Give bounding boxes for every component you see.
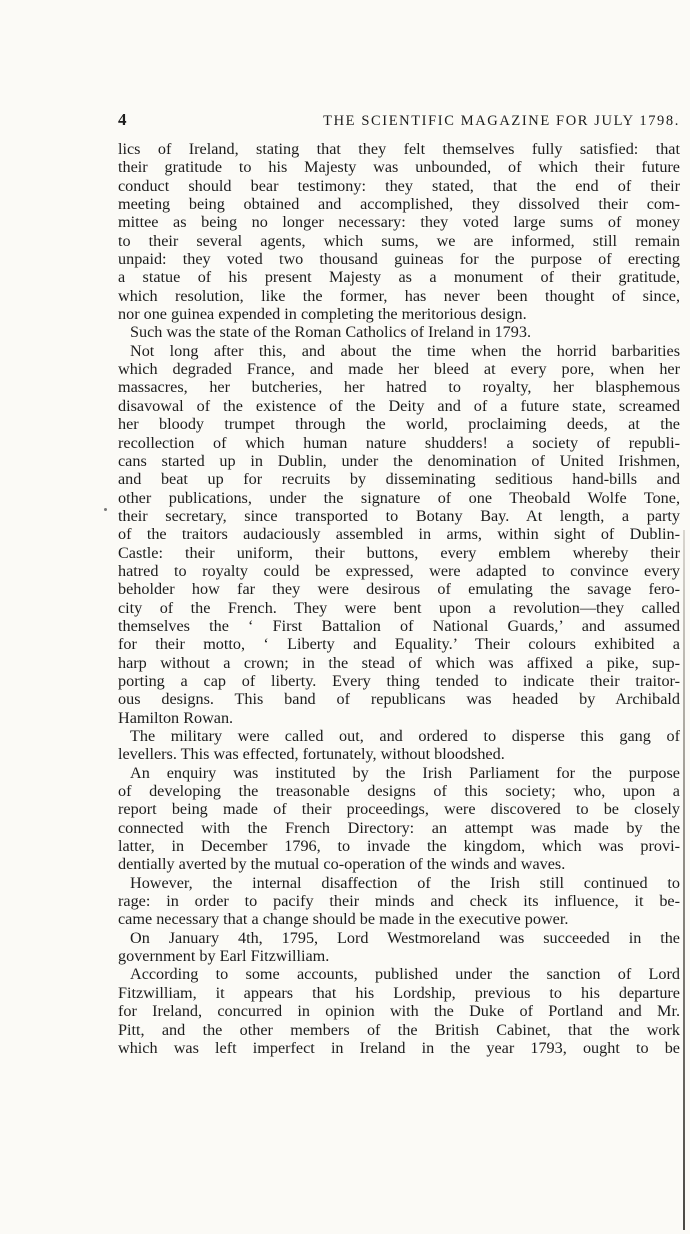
page-header <box>118 110 680 140</box>
text-line: lics of Ireland, stating that they felt themselves fully satisfied: that <box>118 140 680 158</box>
text-line: harp without a crown; in the stead of which was affixed a pike, sup- <box>118 653 680 672</box>
running-head: THE SCIENTIFIC MAGAZINE FOR JULY 1798. <box>323 113 680 129</box>
margin-speck <box>104 508 107 511</box>
text-line: themselves the ‘ First Battalion of National Guards,’ and assumed <box>118 616 680 635</box>
page <box>118 110 680 1057</box>
text-line: conduct should bear testimony: they stated, that the end of their <box>118 176 680 195</box>
text-line: her bloody trumpet through the world, proclaiming deeds, at the <box>118 415 680 434</box>
text-line: which resolution, like the former, has never been thought of since, <box>118 286 680 305</box>
text-line: massacres, her butcheries, her hatred to royalty, her blasphemous <box>118 378 680 397</box>
text-line: Not long after this, and about the time when the horrid barbarities <box>130 341 680 360</box>
text-line: other publications, under the signature of one Theobald Wolfe Tone, <box>118 488 680 507</box>
text-line: disavowal of the existence of the Deity and of a future state, screamed <box>118 396 680 415</box>
binding-edge-shadow <box>683 530 685 1230</box>
text-line: unpaid: they voted two thousand guineas for the purpose of erecting <box>118 250 680 269</box>
text-line: levellers. This was effected, fortunately, without bloodshed. <box>118 745 505 764</box>
text-line: Castle: their uniform, their buttons, every emblem whereby their <box>118 543 680 562</box>
text-line: which was left imperfect in Ireland in the year 1793, ought to be <box>118 1038 680 1057</box>
text-line: An enquiry was instituted by the Irish Parliament for the purpose <box>130 763 680 782</box>
text-line: to their several agents, which sums, we are informed, still remain <box>118 231 680 250</box>
article-body <box>118 140 680 1057</box>
text-line: for Ireland, concurred in opinion with the Duke of Portland and Mr. <box>118 1002 680 1021</box>
text-line: The military were called out, and ordered to disperse this gang of <box>130 727 680 745</box>
text-line: which degraded France, and made her bleed at every pore, when her <box>118 360 680 379</box>
text-line: Hamilton Rowan. <box>118 708 234 727</box>
text-line: meeting being obtained and accomplished, they dissolved their com- <box>118 195 680 214</box>
text-line: came necessary that a change should be made in the executive power. <box>118 910 569 929</box>
text-line: of the traitors audaciously assembled in arms, within sight of Dublin- <box>118 525 680 544</box>
text-line: Pitt, and the other members of the British Cabinet, that the work <box>118 1020 680 1039</box>
page-number: 4 <box>118 110 127 129</box>
text-line: ous designs. This band of republicans was headed by Archibald <box>118 690 680 709</box>
text-line: rage: in order to pacify their minds and check its influence, it be- <box>118 892 680 911</box>
text-line: On January 4th, 1795, Lord Westmoreland was succeeded in the <box>130 928 680 947</box>
text-line: dentially averted by the mutual co-operation of the winds and waves. <box>118 855 566 874</box>
text-line: their secretary, since transported to Botany Bay. At length, a party <box>118 506 680 525</box>
text-line: Such was the state of the Roman Catholics of Ireland in 1793. <box>130 323 532 342</box>
text-line: their gratitude to his Majesty was unbounded, of which their future <box>118 158 680 177</box>
text-line: However, the internal disaffection of the Irish still continued to <box>130 873 680 892</box>
text-line: for their motto, ‘ Liberty and Equality.’ Their colours exhibited a <box>118 635 680 654</box>
text-line: of developing the treasonable designs of this society; who, upon a <box>118 782 680 801</box>
text-line: According to some accounts, published under the sanction of Lord <box>130 965 680 984</box>
text-line: city of the French. They were bent upon a revolution—they called <box>118 598 680 617</box>
text-line: porting a cap of liberty. Every thing tended to indicate their traitor- <box>118 671 680 690</box>
text-line: nor one guinea expended in completing the meritorious design. <box>118 305 527 324</box>
text-line: beholder how far they were desirous of emulating the savage fero- <box>118 580 680 599</box>
text-line: Fitzwilliam, it appears that his Lordship, previous to his departure <box>118 983 680 1002</box>
text-line: mittee as being no longer necessary: they voted large sums of money <box>118 213 680 232</box>
text-line: cans started up in Dublin, under the denomination of United Irishmen, <box>118 451 680 470</box>
text-line: recollection of which human nature shudders! a society of republi- <box>118 433 680 452</box>
text-line: and beat up for recruits by disseminating seditious hand-bills and <box>118 470 680 489</box>
text-line: government by Earl Fitzwilliam. <box>118 947 330 966</box>
text-line: report being made of their proceedings, were discovered to be closely <box>118 800 680 819</box>
text-line: hatred to royalty could be expressed, were adapted to convince every <box>118 561 680 580</box>
text-line: connected with the French Directory: an attempt was made by the <box>118 818 680 837</box>
text-line: a statue of his present Majesty as a monument of their gratitude, <box>118 268 680 287</box>
text-line: latter, in December 1796, to invade the kingdom, which was provi- <box>118 837 680 856</box>
